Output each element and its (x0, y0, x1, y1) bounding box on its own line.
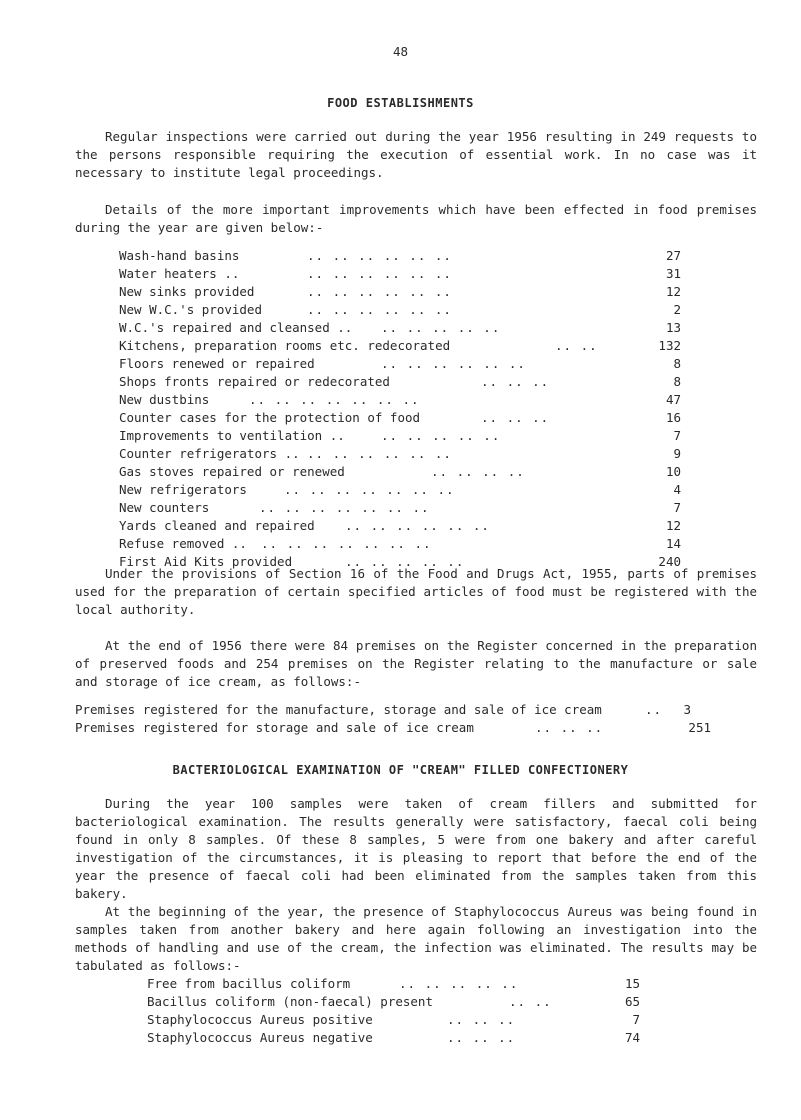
item-label: Improvements to ventilation .. (119, 428, 345, 443)
item-value: 240 (658, 554, 681, 569)
item-value: 12 (665, 518, 681, 533)
leader-dots: .. .. .. .. .. .. (345, 518, 490, 533)
food-para-section16: Under the provisions of Section 16 of the Food and Drugs Act, 1955, parts of premises used for the preparation of certain specified articles of food must be registered with the local authority. (75, 566, 757, 617)
improvements-list (119, 247, 681, 571)
item-value: 15 (624, 976, 640, 991)
item-value: 13 (665, 320, 681, 335)
leader-dots: .. .. .. .. .. (381, 428, 501, 443)
item-label: Counter cases for the protection of food (119, 410, 421, 425)
item-label: W.C.'s repaired and cleansed .. (119, 320, 353, 335)
item-value: 9 (673, 446, 681, 461)
item-value: 132 (658, 338, 681, 353)
item-value: 74 (624, 1030, 640, 1045)
item-label: Staphylococcus Aureus negative (147, 1030, 373, 1045)
leader-dots: .. .. .. .. .. .. (307, 446, 452, 461)
list-item (119, 463, 681, 481)
list-item (119, 247, 681, 265)
item-label: Refuse removed .. (119, 536, 247, 551)
item-value: 14 (665, 536, 681, 551)
list-item (119, 373, 681, 391)
item-label: Free from bacillus coliform (147, 976, 351, 991)
item-label: Yards cleaned and repaired (119, 518, 315, 533)
list-item (119, 265, 681, 283)
bacteriological-para-staphylococcus: At the beginning of the year, the presence of Staphylococcus Aureus was being found in samples taken from another bakery and here again following an investigation into the methods of handling and use of the cream, the infection was eliminated. The results may be tabulated as follows:- (75, 904, 757, 973)
item-label: Floors renewed or repaired (119, 356, 315, 371)
item-label: New counters (119, 500, 210, 515)
leader-dots: .. .. .. .. .. .. .. (261, 536, 432, 551)
list-item (147, 1011, 640, 1029)
item-value: 8 (673, 374, 681, 389)
leader-dots: .. .. .. .. (431, 464, 525, 479)
list-item (119, 409, 681, 427)
food-para-inspections: Regular inspections were carried out during the year 1956 resulting in 249 requests to the persons responsible requiring the execution of essential work. In no case was it necessary to institute legal proceedings. (75, 129, 757, 180)
leader-dots: .. .. .. (447, 1012, 516, 1027)
item-label: New refrigerators (119, 482, 247, 497)
list-item (147, 993, 640, 1011)
leader-dots: .. .. .. (481, 374, 550, 389)
bacteriological-heading: BACTERIOLOGICAL EXAMINATION OF "CREAM" FILLED CONFECTIONERY (172, 763, 629, 777)
food-establishments-heading: FOOD ESTABLISHMENTS (327, 96, 474, 110)
item-value: 2 (673, 302, 681, 317)
item-label: Shops fronts repaired or redecorated (119, 374, 390, 389)
list-item (147, 975, 640, 993)
item-value: 10 (665, 464, 681, 479)
item-label: First Aid Kits provided (119, 554, 293, 569)
bacteriological-results-list (147, 975, 640, 1047)
leader-dots: .. .. .. .. .. .. .. (259, 500, 430, 515)
leader-dots: .. .. .. (481, 410, 550, 425)
item-label: Premises registered for storage and sale of ice cream (75, 720, 474, 735)
food-para-register: At the end of 1956 there were 84 premises on the Register concerned in the preparation of preserved foods and 254 premises on the Register relating to the manufacture or sale and storage of ice cream, as follows:- (75, 638, 757, 689)
item-label: Counter refrigerators .. (119, 446, 300, 461)
item-label: Wash-hand basins (119, 248, 240, 263)
item-label: Gas stoves repaired or renewed (119, 464, 345, 479)
list-item (147, 1029, 640, 1047)
item-value: 251 (688, 720, 711, 735)
list-item (119, 391, 681, 409)
leader-dots: .. .. (555, 338, 598, 353)
list-item (119, 301, 681, 319)
item-label: New sinks provided (119, 284, 255, 299)
item-value: 7 (632, 1012, 640, 1027)
leader-dots: .. .. .. .. .. (399, 976, 519, 991)
leader-dots: .. .. .. (447, 1030, 516, 1045)
leader-dots: .. .. .. .. .. .. (307, 266, 452, 281)
item-value: 27 (665, 248, 681, 263)
bacteriological-para-samples: During the year 100 samples were taken of cream fillers and submitted for bacteriological examination. The results generally were satisfactory, faecal coli being found in only 8 samples. Of these 8 samples, 5 were from one bakery and after careful investigation of the circumstances, it is pleasing to report that before the end of the year the presence of faecal coli had been eliminated from the samples taken from this bakery. (75, 796, 757, 901)
item-label: New dustbins (119, 392, 210, 407)
leader-dots: .. .. .. .. .. (345, 554, 465, 569)
leader-dots: .. (645, 702, 663, 717)
list-item (119, 535, 681, 553)
leader-dots: .. .. .. .. .. .. .. (284, 482, 455, 497)
leader-dots: .. .. .. .. .. .. (307, 248, 452, 263)
list-item (119, 445, 681, 463)
item-value: 12 (665, 284, 681, 299)
list-item (119, 427, 681, 445)
item-label: Staphylococcus Aureus positive (147, 1012, 373, 1027)
item-value: 3 (683, 702, 691, 717)
page-number: 48 (392, 44, 409, 59)
list-item (75, 719, 711, 737)
list-item (75, 701, 711, 719)
leader-dots: .. .. .. .. .. .. .. (249, 392, 420, 407)
item-value: 8 (673, 356, 681, 371)
list-item (119, 283, 681, 301)
item-label: Premises registered for the manufacture, storage and sale of ice cream (75, 702, 602, 717)
ice-cream-register-list (75, 701, 711, 737)
item-value: 47 (665, 392, 681, 407)
item-label: Kitchens, preparation rooms etc. redecorated (119, 338, 451, 353)
list-item (119, 517, 681, 535)
list-item (119, 319, 681, 337)
food-para-improvements-intro: Details of the more important improvements which have been effected in food premises during the year are given below:- (75, 202, 757, 235)
item-label: Water heaters .. (119, 266, 240, 281)
list-item (119, 481, 681, 499)
item-value: 16 (665, 410, 681, 425)
item-value: 7 (673, 428, 681, 443)
list-item (119, 337, 681, 355)
item-label: New W.C.'s provided (119, 302, 262, 317)
leader-dots: .. .. (509, 994, 552, 1009)
item-value: 31 (665, 266, 681, 281)
item-value: 65 (624, 994, 640, 1009)
list-item (119, 499, 681, 517)
leader-dots: .. .. .. .. .. (381, 320, 501, 335)
item-value: 4 (673, 482, 681, 497)
item-value: 7 (673, 500, 681, 515)
leader-dots: .. .. .. .. .. .. (381, 356, 526, 371)
leader-dots: .. .. .. (535, 720, 604, 735)
leader-dots: .. .. .. .. .. .. (307, 302, 452, 317)
item-label: Bacillus coliform (non-faecal) present (147, 994, 433, 1009)
list-item (119, 355, 681, 373)
leader-dots: .. .. .. .. .. .. (307, 284, 452, 299)
